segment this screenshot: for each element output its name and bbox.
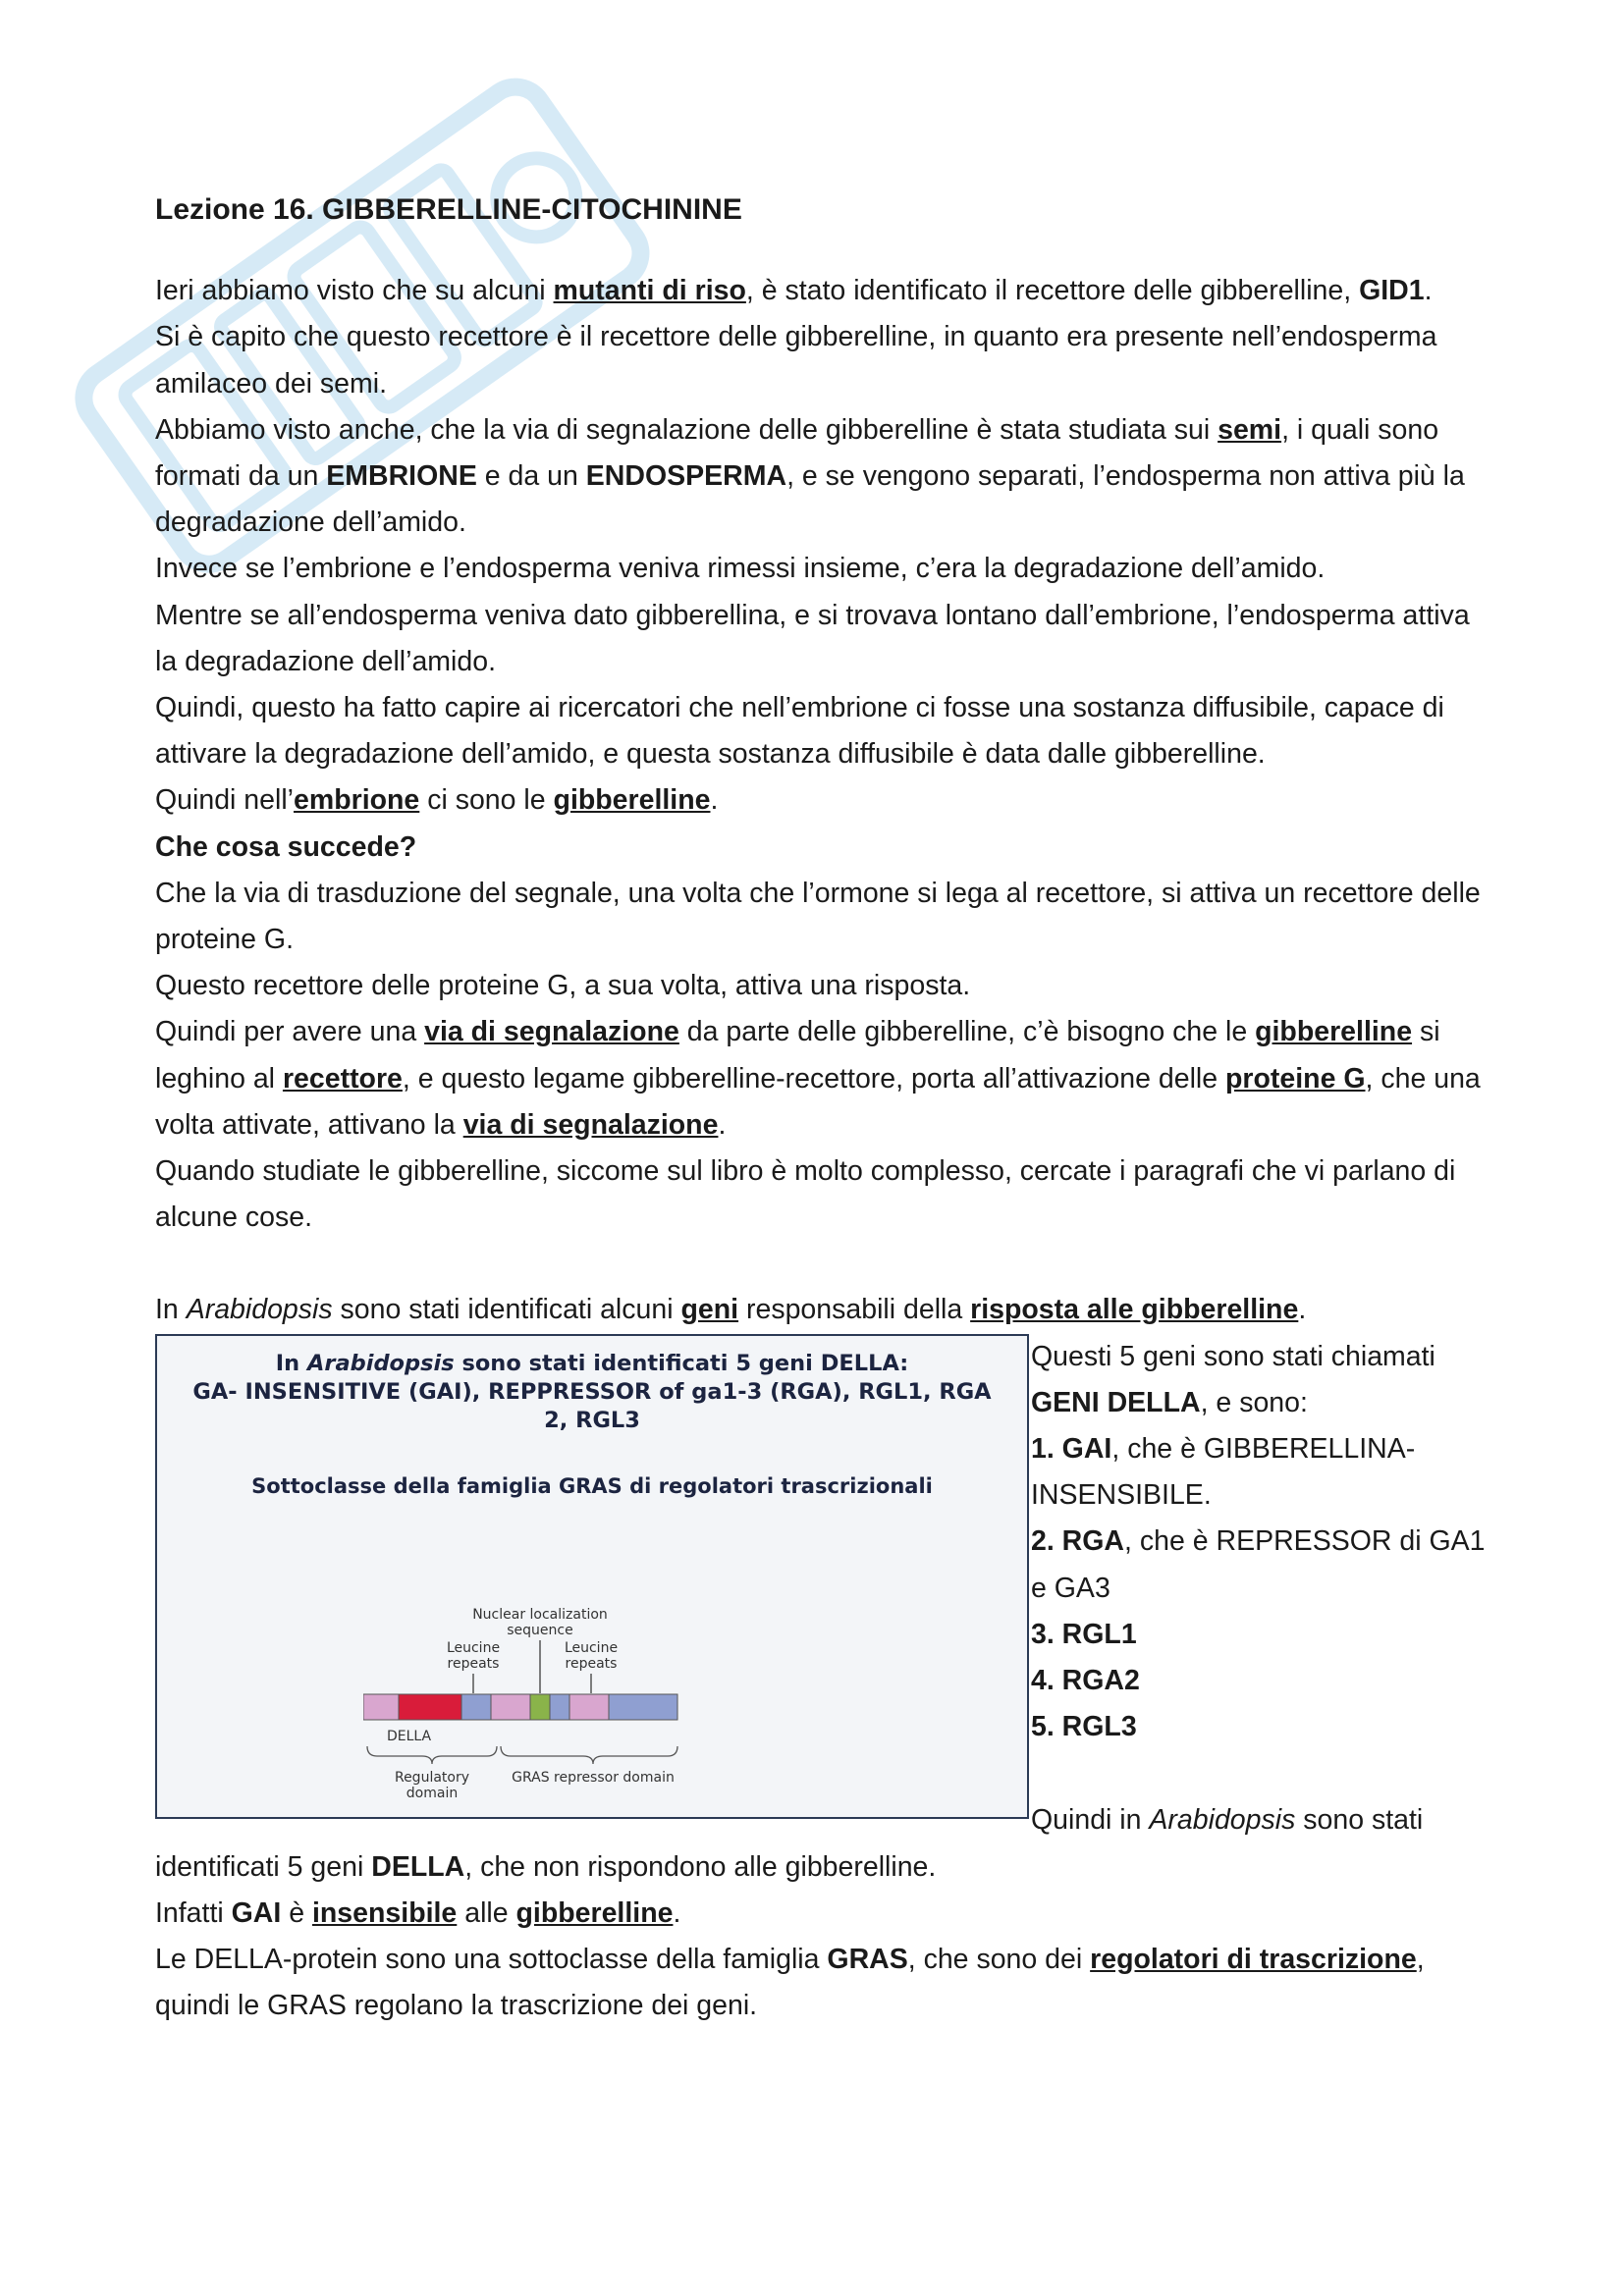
paragraph: identificati 5 geni DELLA, che non rispondono alle gibberelline. xyxy=(155,1850,937,1883)
paragraph: In Arabidopsis sono stati identificati alcuni geni responsabili della risposta alle gibberelline. xyxy=(155,1294,1307,1326)
paragraph: Abbiamo visto anche, che la via di segnalazione delle gibberelline è stata studiata sui semi, i quali sono formati da un EMBRIONE e da un ENDOSPERMA, e se vengono separati, l’endosperma non attiva più la degradazione dell’amido. xyxy=(155,413,1465,539)
page-title: Lezione 16. GIBBERELLINE-CITOCHININE xyxy=(155,193,742,226)
paragraph: Ieri abbiamo visto che su alcuni mutanti di riso, è stato identificato il recettore delle gibberelline, GID1. xyxy=(155,275,1433,307)
section-heading: Che cosa succede? xyxy=(155,830,417,863)
document-body xyxy=(155,187,1490,2029)
side-intro: Questi 5 geni sono stati chiamati xyxy=(1031,1340,1435,1372)
gene-item: 4. RGA2 xyxy=(1031,1665,1140,1697)
gene-item: 1. GAI, che è GIBBERELLINA-INSENSIBILE. xyxy=(1031,1433,1416,1512)
paragraph: Invece se l’embrione e l’endosperma veniva rimessi insieme, c’era la degradazione dell’amido. xyxy=(155,553,1326,585)
paragraph: Le DELLA-protein sono una sottoclasse della famiglia GRAS, che sono dei regolatori di trascrizione, quindi le GRAS regolano la trascrizione dei geni. xyxy=(155,1944,1425,2022)
label-gras: GRAS repressor domain xyxy=(512,1769,675,1786)
paragraph: Infatti GAI è insensibile alle gibberelline. xyxy=(155,1896,681,1929)
figure-row xyxy=(155,1334,1490,1844)
bar-segment-nls xyxy=(530,1694,550,1720)
paragraph: Quindi nell’embrione ci sono le gibberelline. xyxy=(155,784,719,817)
label-nls: Nuclear localization xyxy=(472,1606,608,1623)
bar-segment-6 xyxy=(550,1694,569,1720)
paragraph: Che la via di trasduzione del segnale, una volta che l’ormone si lega al recettore, si attiva un recettore delle proteine G. xyxy=(155,877,1481,956)
label-regulatory: Regulatory xyxy=(394,1769,470,1786)
bar-segment-1 xyxy=(363,1694,399,1720)
bar-segment-leucine-1 xyxy=(491,1694,530,1720)
label-domain: domain xyxy=(406,1785,459,1801)
paragraph: Mentre se all’endosperma veniva dato gibberellina, e si trovava lontano dall’embrione, l’endosperma attiva la degradazione dell’amido. xyxy=(155,599,1470,677)
side-outro: Quindi in Arabidopsis sono stati xyxy=(1031,1803,1424,1836)
label-repeats-1: repeats xyxy=(447,1655,500,1672)
label-della: DELLA xyxy=(387,1728,432,1744)
della-protein-diagram xyxy=(363,1601,795,1807)
bar-segment-3 xyxy=(461,1694,491,1720)
gene-item: 3. RGL1 xyxy=(1031,1618,1137,1650)
label-repeats-2: repeats xyxy=(565,1655,618,1672)
side-text xyxy=(1031,1334,1492,1843)
paragraph: Quindi per avere una via di segnalazione da parte delle gibberelline, c’è bisogno che le gibberelline si leghino al recettore, e questo legame gibberelline-recettore, porta all’attivazione delle proteine G, che una volta attivate, attivano la via di segnalazione. xyxy=(155,1016,1481,1141)
side-della: GENI DELLA, e sono: xyxy=(1031,1386,1308,1418)
figure-subtitle: Sottoclasse della famiglia GRAS di regolatori trascrizionali xyxy=(251,1473,933,1498)
paragraph: Quindi, questo ha fatto capire ai ricercatori che nell’embrione ci fosse una sostanza diffusibile, capace di attivare la degradazione dell’amido, e questa sostanza diffusibile è data dalle gibberelline. xyxy=(155,692,1444,771)
gene-item: 5. RGL3 xyxy=(1031,1711,1137,1743)
label-nls-2: sequence xyxy=(507,1622,573,1638)
gene-item: 2. RGA, che è REPRESSOR di GA1 e GA3 xyxy=(1031,1525,1486,1604)
bar-segment-leucine-2 xyxy=(569,1694,609,1720)
label-leucine-2: Leucine xyxy=(564,1639,619,1656)
paragraph: Si è capito che questo recettore è il recettore delle gibberelline, in quanto era presente nell’endosperma amilaceo dei semi. xyxy=(155,321,1437,400)
bar-segment-8 xyxy=(609,1694,677,1720)
bar-segment-della xyxy=(399,1694,461,1720)
paragraph: Quando studiate le gibberelline, siccome sul libro è molto complesso, cercate i paragrafi che vi parlano di alcune cose. xyxy=(155,1155,1456,1234)
della-figure xyxy=(155,1334,1029,1819)
figure-caption: In Arabidopsis sono stati identificati 5 geni DELLA: GA- INSENSITIVE (GAI), REPPRESSOR of ga1-3 (RGA), RGL1, RGA 2, RGL3 xyxy=(192,1350,992,1433)
label-leucine-1: Leucine xyxy=(446,1639,501,1656)
paragraph: Questo recettore delle proteine G, a sua volta, attiva una risposta. xyxy=(155,970,971,1002)
